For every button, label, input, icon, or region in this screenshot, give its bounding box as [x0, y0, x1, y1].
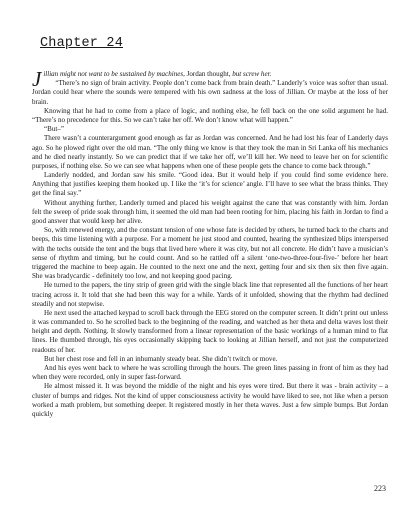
page-number: 223	[374, 484, 386, 493]
body-text	[32, 79, 388, 419]
opening-paragraph	[32, 67, 388, 91]
body-paragraph: And his eyes went back to where he was scrolling through the hours. The green lines passing in front of him as they had when they were recorded, only in super fast-forward.	[32, 364, 388, 382]
body-paragraph: There wasn’t a counterargument good enough as far as Jordan was concerned. And he had lost his fear of Landerly days ago. So he plowed right over the old man. “The only thing we know is that they took the man in Sri Lanka off his mechanics and he died nearly instantly. So we can predict that if we take her off, we’ll kill her. We need to leave her on for scientific purposes, if nothing else. So we can see what happens when one of these people gets the chance to come back through.”	[32, 134, 388, 170]
opening-italic: illian might not want to be sustained by machines,	[43, 70, 185, 78]
body-paragraph: But her chest rose and fell in an inhumanly steady beat. She didn’t twitch or move.	[44, 354, 278, 363]
body-paragraph: “But–”	[44, 125, 64, 134]
body-paragraph: Knowing that he had to come from a place of logic, and nothing else, he fell back on the one solid argument he had. “There’s no precedence for this. So we can’t take her off. We don’t know what will happen.”	[32, 106, 388, 124]
opening-tail-italic: but screw her.	[230, 70, 272, 78]
book-page	[32, 36, 388, 419]
opening-roman: Jordan thought,	[184, 70, 231, 78]
body-paragraph: Without anything further, Landerly turned and placed his weight against the cane that was constantly with him. Jordan felt the sweep of pride soak through him, it seemed the old man had been rooting for him, placing his faith in Jordan to find a good answer that would keep her alive.	[32, 198, 388, 225]
body-paragraph: He turned to the papers, the tiny strip of green grid with the single black line that represented all the functions of her heart tracing across it. It told that she had been this way for a while. Yards of it unfolded, showing that the rhythm had declined steadily and not stepwise.	[32, 281, 388, 308]
body-paragraph: So, with renewed energy, and the constant tension of one whose fate is decided by others, he turned back to the charts and beeps, this time listening with a purpose. For a moment he just stood and counted, hearing the synthesized blips interspersed with the techs outside the tent and the bugs that lived here where it was city, but not all concrete. He didn’t have a musician’s sense of rhythm and timing, but he could count. And so he rattled off a silent ‘one-two-three-four-five-’ before her heart triggered the machine to beep again. He counted to the next one and the next, getting four and six then six then five again. She was bradycardic - definitely too low, and not keeping good pacing.	[32, 226, 388, 281]
body-paragraph: He almost missed it. It was beyond the middle of the night and his eyes were tired. But there it was - brain activity – a cluster of bumps and ridges. Not the kind of upper consciousness activity he would have liked to see, not like when a person worked a math problem, but something deeper. It registered mostly in her theta waves. Just a few simple bumps. But Jordan quickly	[32, 382, 388, 418]
drop-cap: J	[32, 67, 42, 91]
chapter-title: Chapter 24	[40, 36, 124, 51]
body-paragraph: Landerly nodded, and Jordan saw his smile. “Good idea. But it would help if you could find some evidence here. Anything that justifies keeping them hooked up. I like the ‘it’s for science’ angle. I’ll have to see what the brass thinks. They get the final say.”	[32, 171, 388, 198]
body-paragraph: He next used the attached keypad to scroll back through the EEG stored on the computer screen. It didn’t print out unless it was commanded to. So he scrolled back to the beginning of the reading, and watched as her theta and delta waves lost their height and depth. Nothing. It slowly transformed from a linear representation of the basic workings of a human mind to flat lines. He thumbed through, his eyes occasionally skipping back to looking at Jillian herself, and not just the computerized readouts of her.	[32, 308, 388, 354]
body-paragraph: “There’s no sign of brain activity. People don’t come back from brain death.” Landerly’s voice was softer than usual. Jordan could hear where the sounds were tempered with his own sadness at the loss of Jillian. Or maybe at the loss of her brain.	[32, 79, 388, 106]
